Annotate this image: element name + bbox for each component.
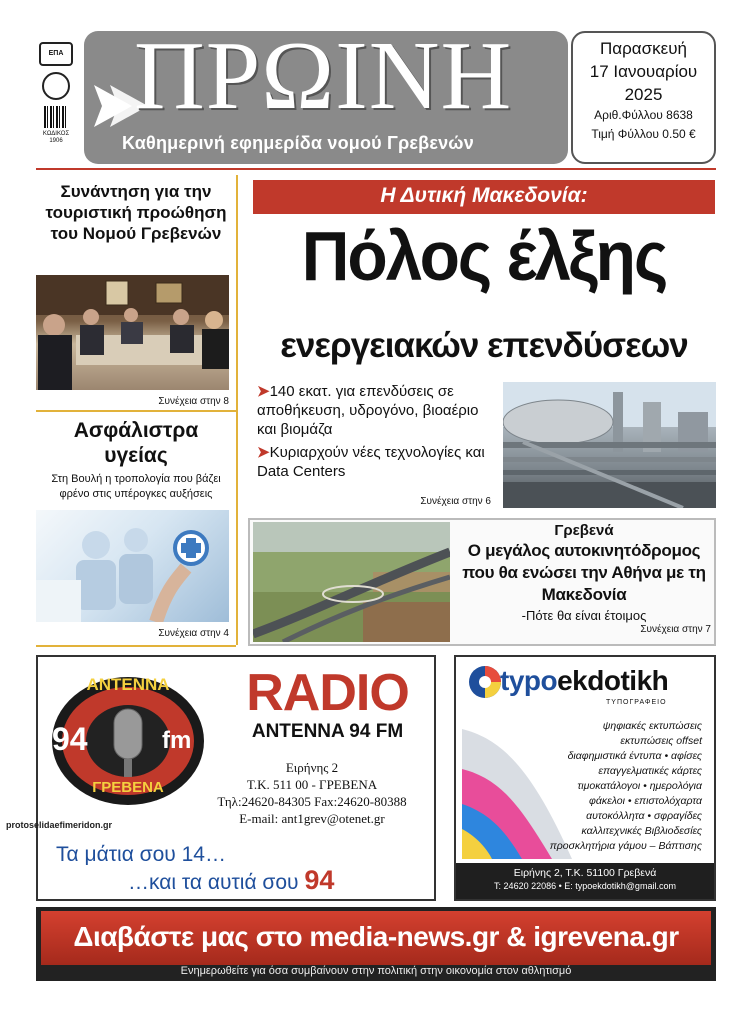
industrial-plant-photo	[503, 382, 716, 508]
radio-slogan-2: …και τα αυτιά σου 94	[128, 865, 335, 895]
seal-icon	[42, 72, 70, 100]
highway-story	[455, 522, 713, 635]
print-service: διαφημιστικά έντυπα • αφίσες	[567, 750, 702, 762]
main-subhead: ενεργειακών επενδύσεων	[280, 326, 688, 365]
masthead	[84, 22, 568, 164]
date-box	[571, 31, 716, 164]
print-service: αυτοκόλλητα • σφραγίδες	[586, 810, 702, 822]
print-service: τιμοκατάλογοι • ημερολόγια	[577, 780, 702, 792]
main-story-kicker: Η Δυτική Μακεδονία:	[380, 184, 588, 207]
source-watermark: protoselidaefimeridon.gr	[6, 820, 113, 830]
radio-address-line: Ειρήνης 2	[285, 760, 339, 775]
issue-date: 17 Ιανουαρίου	[589, 62, 698, 81]
print-address: Ειρήνης 2, Τ.Κ. 51100 Γρεβενά	[513, 867, 657, 879]
print-service: προσκλητήρια γάμου – Βάπτισης	[549, 840, 702, 852]
continued-label: Συνέχεια στην 4	[158, 628, 229, 639]
continued-label: Συνέχεια στην 6	[420, 496, 491, 507]
left-logo-stack	[36, 42, 76, 172]
story-tourism-title: Συνάντηση για την τουριστική προώθηση του Νομού Γρεβενών	[45, 182, 227, 243]
website-banner	[36, 907, 716, 981]
issue-number: Αριθ.Φύλλου 8638	[594, 108, 693, 122]
arrow-right-icon: ➤	[257, 383, 270, 400]
radio-slogan-number: 94	[304, 865, 335, 895]
story-insurance	[40, 418, 232, 502]
print-service: επαγγελματικές κάρτες	[598, 765, 702, 777]
website-banner-subtitle: Ενημερωθείτε για όσα συμβαίνουν στην πολιτική στην οικονομία στον αθλητισμό	[180, 965, 572, 977]
print-contact: Τ: 24620 22086 • E: typoekdotikh@gmail.com	[494, 881, 676, 891]
highway-title: Ο μεγάλος αυτοκινητόδρομος που θα ενώσει την Αθήνα με τη Μακεδονία	[462, 541, 706, 604]
website-banner-title: Διαβάστε μας στο media-news.gr & igrevena.gr	[73, 921, 679, 952]
radio-phone: Τηλ:24620-84305 Fax:24620-80388	[217, 794, 407, 809]
story-insurance-title: Ασφάλιστρα υγείας	[73, 419, 199, 467]
website-banner-band	[41, 911, 711, 965]
meeting-photo	[36, 275, 229, 390]
print-services-list	[542, 719, 702, 854]
radio-contact	[188, 759, 436, 827]
column-bottom-rule	[36, 645, 236, 647]
main-story-continued	[257, 496, 491, 507]
radio-slogan-1: Τα μάτια σου 14…	[56, 843, 226, 866]
health-photo	[36, 510, 229, 622]
radio-logo-fm: fm	[162, 727, 192, 754]
print-footer	[456, 863, 714, 899]
arrow-right-icon: ➤	[257, 444, 270, 461]
story-tourism-continued	[36, 396, 229, 407]
barcode-icon	[44, 106, 68, 128]
highway-kicker: Γρεβενά	[554, 522, 614, 539]
epa-logo: ΕΠΑ	[39, 42, 73, 66]
print-service: εκτυπώσεις offset	[620, 735, 702, 747]
print-subtitle: ΤΥΠΟΓΡΑΦΕΙΟ	[606, 699, 667, 706]
main-story-banner	[253, 180, 715, 214]
newspaper-tagline: Καθημερινή εφημερίδα νομού Γρεβενών	[122, 133, 474, 153]
code-label: ΚΩΔΙΚΟΣ	[42, 131, 70, 137]
story-divider	[36, 410, 236, 412]
print-service: φάκελοι • επιστολόχαρτα	[589, 795, 702, 807]
print-brand: typoekdotikh	[500, 665, 669, 696]
code-number: 1906	[49, 138, 63, 144]
print-shop-ad	[454, 655, 716, 901]
radio-email: E-mail: ant1grev@otenet.gr	[239, 811, 385, 826]
column-divider	[236, 175, 238, 645]
masthead-rule	[36, 168, 716, 170]
radio-brand: RADIO	[246, 664, 409, 722]
highway-continued: Συνέχεια στην 7	[640, 624, 711, 635]
story-insurance-subtitle: Στη Βουλή η τροπολογία που βάζει φρένο στις υπέρογκες αυξήσεις	[51, 473, 221, 500]
issue-day: Παρασκευή	[600, 39, 687, 58]
story-insurance-continued	[36, 628, 229, 639]
highway-subtitle: -Πότε θα είναι έτοιμος	[521, 608, 647, 623]
bullet-item: ➤140 εκατ. για επενδύσεις σε αποθήκευση, υδρογόνο, βιοαέριο και βιομάζα	[257, 383, 479, 438]
main-story-bullets	[257, 382, 497, 481]
continued-label: Συνέχεια στην 8	[158, 396, 229, 407]
main-headline: Πόλος έλξης	[301, 217, 667, 295]
radio-logo-bottom: ΓΡΕΒΕΝΑ	[92, 779, 164, 796]
issue-price: Τιμή Φύλλου 0.50 €	[591, 127, 696, 141]
typo-logo-icon	[466, 663, 504, 701]
radio-logo-top: ΑΝΤΕΝΝΑ	[86, 675, 170, 694]
radio-ad	[36, 655, 436, 901]
highway-aerial-photo	[253, 522, 450, 642]
radio-station: ANTENNA 94 FM	[251, 721, 404, 742]
radio-address-line: Τ.Κ. 511 00 - ΓΡΕΒΕΝΑ	[246, 777, 378, 792]
issue-year: 2025	[624, 85, 663, 104]
print-service: ψηφιακές εκτυπώσεις	[602, 720, 702, 732]
bullet-item: ➤Κυριαρχούν νέες τεχνολογίες και Data Centers	[257, 444, 485, 480]
print-service: καλλιτεχνικές Βιβλιοδεσίες	[581, 825, 702, 837]
story-tourism	[40, 181, 232, 244]
radio-logo-number: 94	[52, 721, 88, 757]
newspaper-title: ΠΡΩΙΝΗ	[134, 22, 513, 130]
